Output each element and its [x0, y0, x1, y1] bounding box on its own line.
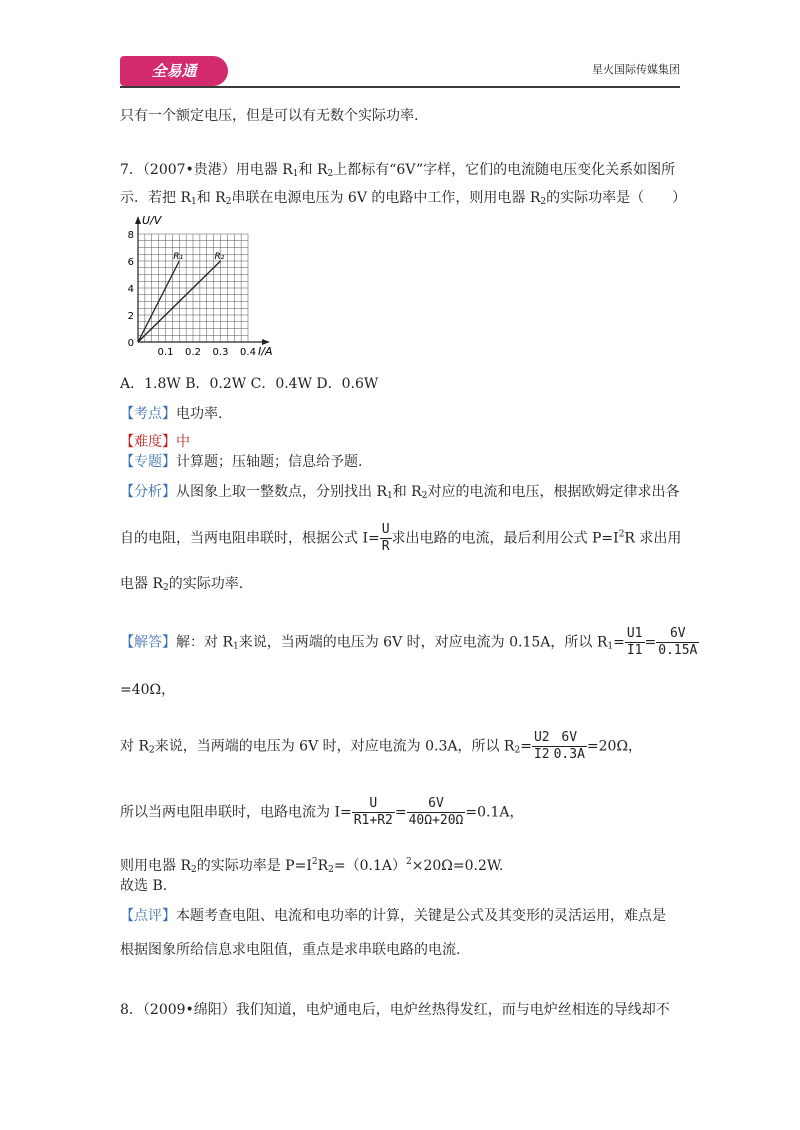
- q7-options: A．1.8W B．0.2W C．0.4W D．0.6W: [120, 376, 379, 392]
- header-divider: [120, 86, 680, 88]
- jieda-line4: 所以当两电阻串联时，电路电流为 I= $\frac{U}{R1+R2}$ = $\frac{6V}{40\Omega+20\Omega}$ =0.1A，: [120, 796, 524, 828]
- formula-6v-over-60ohm: $\frac{6V}{40\Omega+20\Omega}$: [408, 796, 464, 828]
- jieda-line5: 则用电器 $R_2$的实际功率是 $P=I^2R_2=(0.1A)^2\times 20\Omega=0.2W$.: [120, 857, 504, 875]
- series-label-r2: R₂: [214, 252, 225, 262]
- y-axis-label: U/V: [142, 214, 162, 227]
- y-axis-arrow: [135, 216, 141, 224]
- prev-answer-tail: 只有一个额定电压，但是可以有无数个实际功率.: [120, 108, 419, 124]
- fenxi-line1: 【分析】从图象上取一整数点，分别找出 $R_1$和 $R_2$对应的电流和电压，根据欧姆定律求出各: [120, 484, 680, 501]
- kaodian-tag: 【考点】: [120, 406, 176, 422]
- brand-logo: 全易通: [120, 56, 228, 86]
- u-i-chart: [120, 212, 290, 362]
- nandu-row: 【难度】中: [120, 434, 190, 450]
- y-tick-label: 0: [127, 338, 134, 349]
- x-tick-label: 0.2: [185, 347, 201, 358]
- x-axis-label: I/A: [258, 345, 273, 358]
- y-tick-label: 2: [127, 311, 134, 322]
- fenxi-line3: 电器 $R_2$的实际功率.: [120, 576, 244, 593]
- formula-u-over-r: $\frac{U}{R}$: [381, 522, 390, 554]
- x-tick-label: 0.3: [212, 347, 229, 358]
- kaodian-row: 【考点】电功率.: [120, 406, 223, 422]
- y-tick-label: 8: [127, 230, 134, 241]
- chart-ticks: [128, 230, 256, 358]
- q7-line1: 7．（2007•贵港）用电器 $R_1$和 $R_2$上都标有“6V”字样，它们的电流随电压变化关系如图所: [120, 162, 676, 179]
- jieda-line3: 对 $R_2$来说，当两端的电压为 6V 时，对应电流为 0.3A，所以 $R_2=$ $\frac{U2}{I2}$ $\frac{6V}{0.3A}$ =20Ω，: [120, 730, 643, 762]
- dianping-line2: 根据图象所给信息求电阻值，重点是求串联电路的电流.: [120, 942, 461, 958]
- series-label-r1: R₁: [173, 252, 184, 262]
- jieda-line6: 故选 B.: [120, 878, 168, 894]
- nandu-tag: 【难度】: [120, 434, 176, 450]
- q8-line1: 8．（2009•绵阳）我们知道，电炉通电后，电炉丝热得发红，而与电炉丝相连的导线却不: [120, 1002, 670, 1018]
- fenxi-tag: 【分析】: [120, 484, 176, 500]
- x-tick-label: 0.4: [240, 347, 256, 358]
- x-tick-label: 0.1: [157, 347, 174, 358]
- zhuanti-row: 【专题】计算题；压轴题；信息给予题.: [120, 454, 363, 470]
- y-tick-label: 4: [127, 284, 134, 295]
- formula-u-over-r1r2: $\frac{U}{R1+R2}$: [353, 796, 393, 828]
- y-tick-label: 6: [127, 257, 134, 268]
- zhuanti-tag: 【专题】: [120, 454, 176, 470]
- jieda-line1: 【解答】解：对 $R_1$来说，当两端的电压为 6V 时，对应电流为 0.15A，所以 $R_1=$ $\frac{U1}{I1}$ = $\frac{6V}{0.15A}$: [120, 626, 698, 658]
- dianping-tag: 【点评】: [120, 908, 176, 924]
- formula-6v-over-015a: $\frac{6V}{0.15A}$: [658, 626, 698, 658]
- formula-u2-over-i2: $\frac{U2}{I2}$: [533, 730, 550, 762]
- formula-u1-over-i1: $\frac{U1}{I1}$: [626, 626, 643, 658]
- dianping-line1: 【点评】本题考查电阻、电流和电功率的计算，关键是公式及其变形的灵活运用，难点是: [120, 908, 666, 924]
- jieda-line2: =40Ω，: [120, 682, 176, 698]
- jieda-tag: 【解答】: [120, 634, 176, 651]
- org-name: 星火国际传媒集团: [592, 63, 680, 76]
- formula-6v-over-03a: $\frac{6V}{0.3A}$: [553, 730, 585, 762]
- q7-line2: 示．若把 $R_1$和 $R_2$串联在电源电压为 6V 的电路中工作，则用电器 $R_2$的实际功率是（ ）: [120, 190, 687, 207]
- fenxi-line2: 自的电阻，当两电阻串联时，根据公式 I= $\frac{U}{R}$ 求出电路的电流，最后利用公式 $P=I^2R$ 求出用: [120, 522, 682, 554]
